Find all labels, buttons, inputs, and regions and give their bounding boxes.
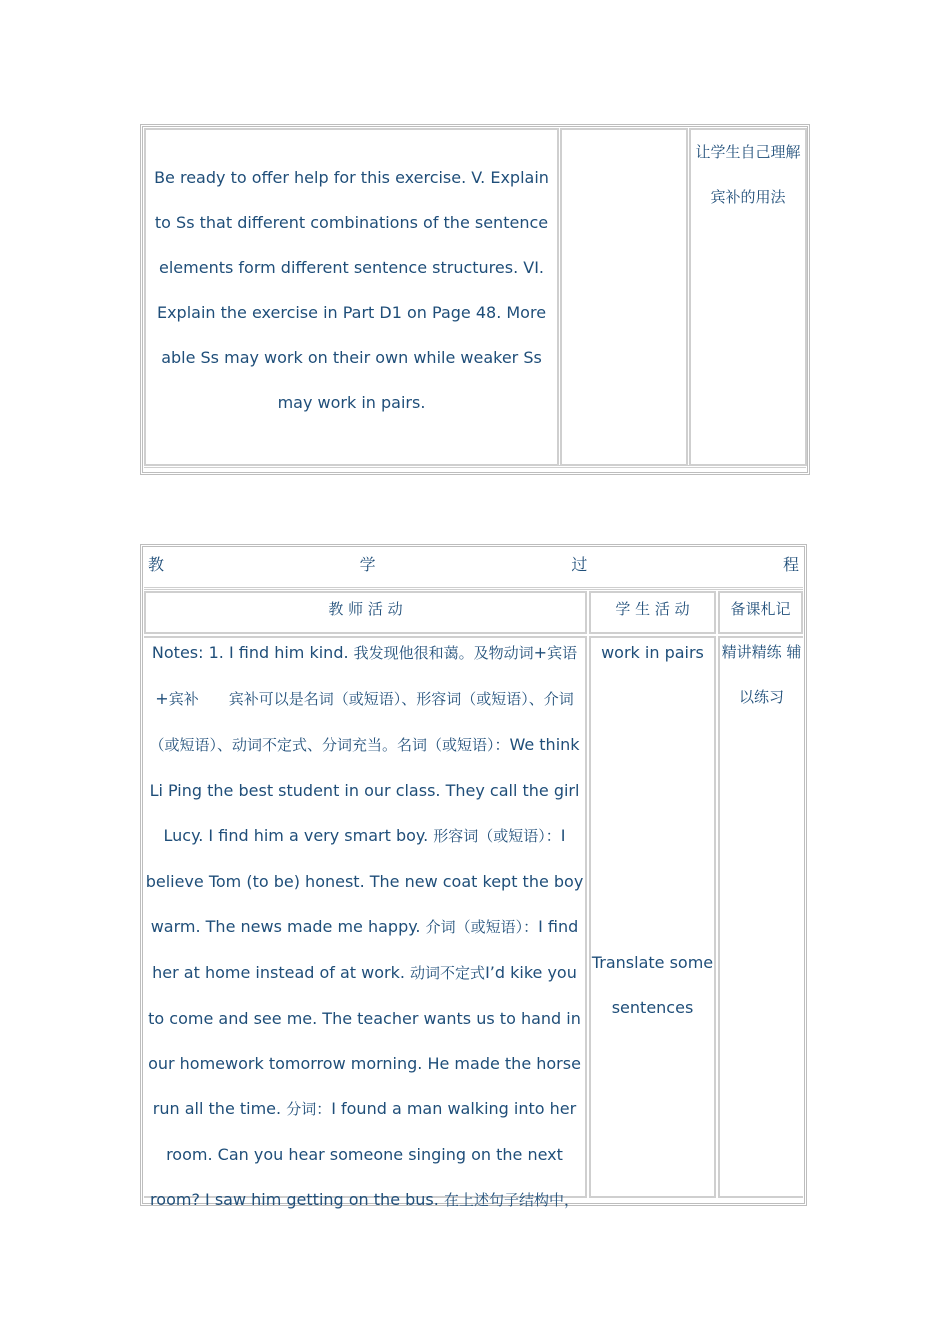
lesson-notes-content-cell — [718, 636, 803, 1198]
teacher-content-segment: + — [155, 689, 169, 708]
teacher-content-text — [144, 630, 585, 1223]
teacher-content-segment: 在上述句子结构中， — [443, 1191, 579, 1209]
lesson-notes-header — [718, 591, 803, 634]
teacher-content-segment: 分词： — [286, 1100, 332, 1118]
lesson-notes-header-label: 备课札记 — [730, 600, 791, 618]
teacher-content-segment: Notes: 1. I find him kind. — [151, 643, 354, 662]
lesson-notes-text: 让学生自己理解宾补的用法 — [695, 143, 801, 206]
teacher-content-segment: 我发现他很和蔼。及物动词 — [353, 644, 534, 662]
student-activity-header-label: 学 生 活 动 — [615, 600, 690, 618]
student-activity-pairs: work in pairs — [601, 643, 704, 662]
teacher-content-cell — [144, 636, 587, 1209]
teacher-activity-cell — [144, 128, 559, 466]
lesson-notes-content: 精讲精练 辅以练习 — [721, 643, 802, 706]
student-activity-cell — [560, 128, 688, 466]
table-1-bottom-rule — [144, 465, 806, 468]
process-title-char: 教 — [148, 555, 165, 574]
process-title-char: 程 — [782, 555, 799, 574]
teacher-activity-text: Be ready to offer help for this exercise. V. Explain to Ss that different combinations of the sentence elements form different sentence structures. VI. Explain the exercise in Part D1 on Page 48. More able Ss may work on their own while weaker Ss may work in pairs. — [154, 168, 549, 412]
lesson-notes-cell — [689, 128, 807, 466]
teacher-activity-header-label: 教 师 活 动 — [328, 600, 403, 618]
teacher-content-segment: 形容词（或短语）： — [433, 827, 561, 845]
process-title — [148, 552, 799, 575]
teacher-activity-header — [144, 591, 587, 634]
process-title-char: 学 — [359, 555, 376, 574]
process-title-char: 过 — [571, 555, 588, 574]
teacher-content-segment: 动词不定式 — [410, 964, 486, 982]
teacher-content-segment: We think Li Ping the best student in our class. They call the girl Lucy. I find him a very smart boy. — [149, 735, 580, 845]
student-activity-header — [589, 591, 716, 634]
teacher-content-segment: 宾补 宾补可以是名词（或短语）、形容词（或短语）、介词（或短语）、动词不定式、分词充当。名词（或短语）： — [149, 690, 574, 754]
teacher-content-segment: 介词（或短语）： — [425, 918, 539, 936]
teacher-content-segment: I believe Tom (to be) honest. The new coat kept the boy warm. The news made me happy. — [145, 826, 584, 936]
teacher-content-segment: I’d kike you to come and see me. The teacher wants us to hand in our homework tomorrow morning. He made the horse run all the time. — [148, 963, 581, 1118]
teacher-content-segment: I found a man walking into her room. Can you hear someone singing on the next room? I saw him getting on the bus. — [150, 1099, 577, 1209]
teacher-content-segment: 宾语 — [547, 644, 578, 662]
teacher-content-segment: I find her at home instead of at work. — [152, 917, 579, 982]
teacher-content-segment: + — [533, 643, 548, 662]
student-content-cell — [589, 636, 716, 1198]
student-activity-translate: Translate some sentences — [591, 953, 714, 1017]
